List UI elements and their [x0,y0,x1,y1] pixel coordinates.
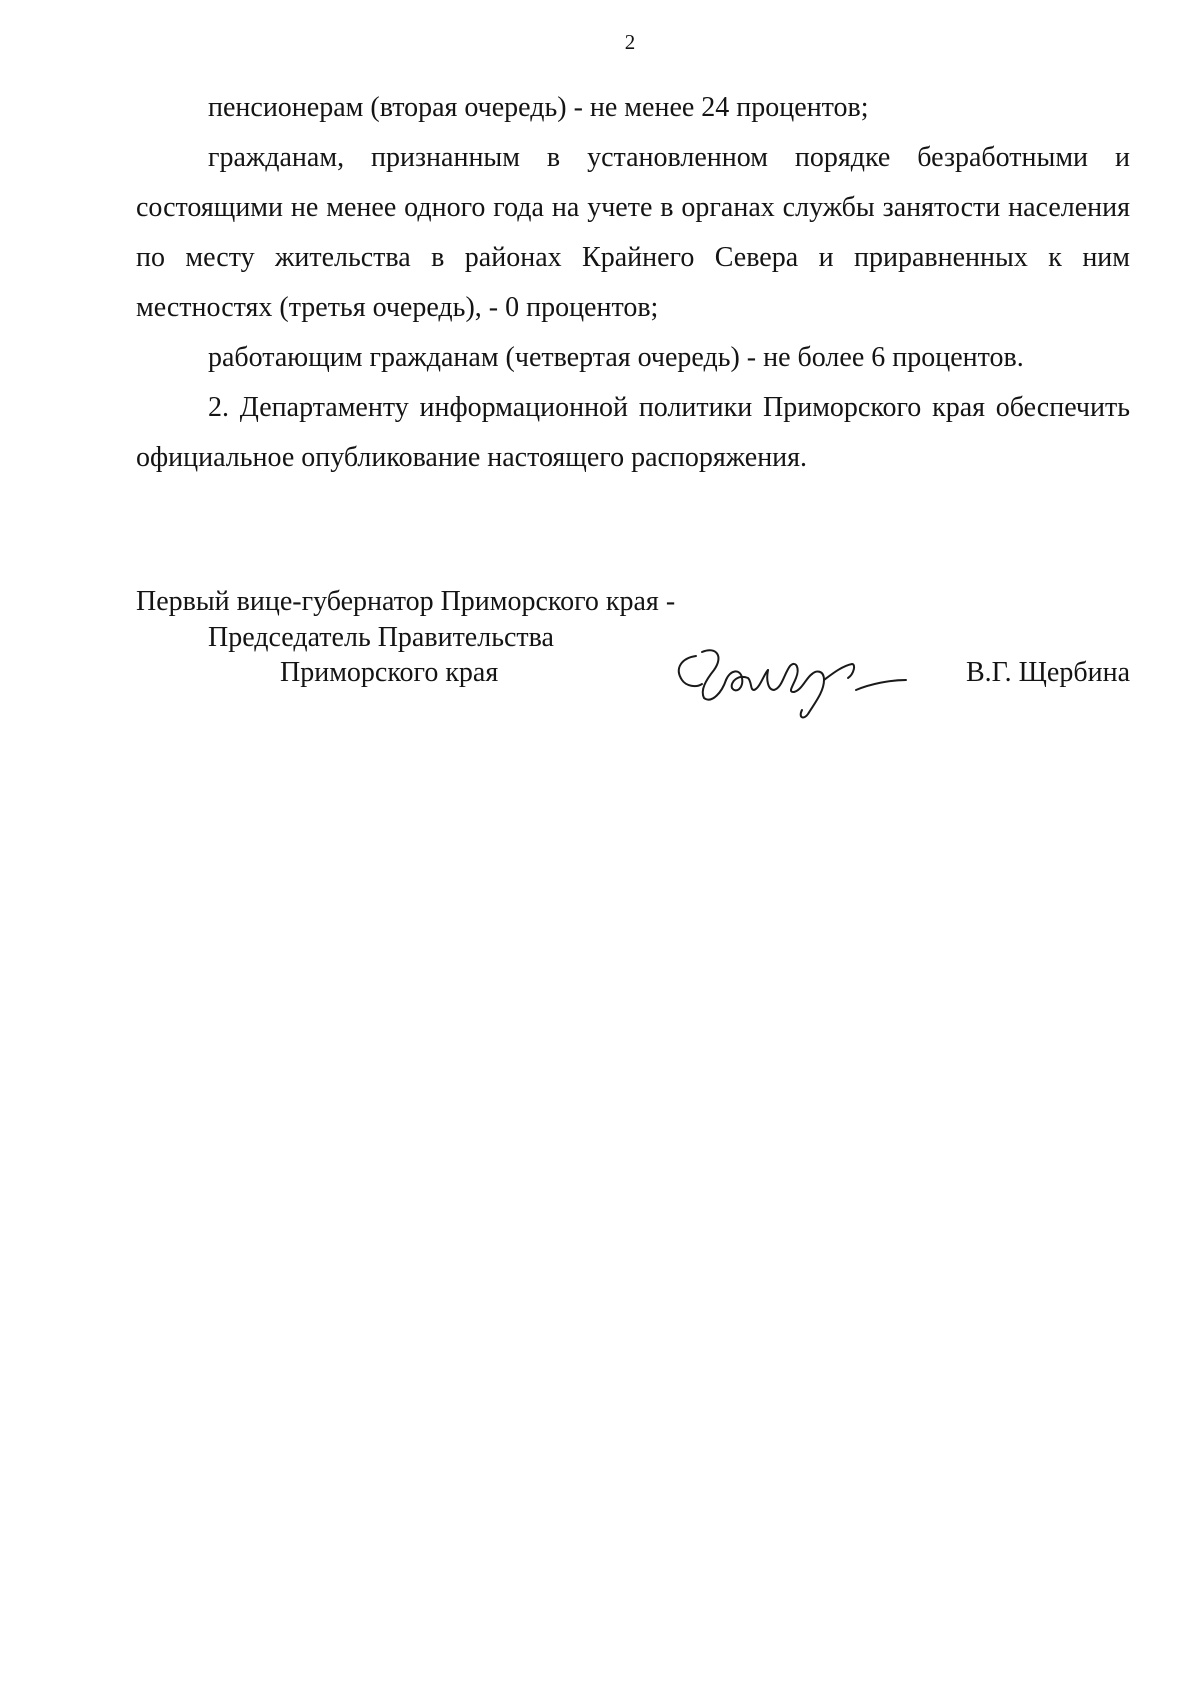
page-number: 2 [624,30,636,54]
paragraph-pensioners: пенсионерам (вторая очередь) - не менее 24 процентов; [208,92,869,123]
signer-position-line-2: Председатель Правительства [208,622,554,653]
signer-name: В.Г. Щербина [965,657,1130,688]
handwritten-signature-icon [656,634,906,724]
signer-position-line-3: Приморского края [280,657,499,688]
paragraph-working-citizens: работающим гражданам (четвертая очередь) - не более 6 процентов. [208,342,1024,373]
paragraph-publication-order: 2. Департаменту информационной политики Приморского края обеспечить официальное опубликование настоящего распоряжения. [136,392,1130,473]
signer-position-line-1: Первый вице-губернатор Приморского края - [136,586,676,617]
document-body [136,83,1130,483]
paragraph-unemployed: гражданам, признанным в установленном порядке безработными и состоящими не менее одного года на учете в органах службы занятости населения по месту жительства в районах Крайнего Севера и приравненных к ним местностях (третья очередь), - 0 процентов; [136,142,1130,323]
signature-block [136,584,1130,704]
